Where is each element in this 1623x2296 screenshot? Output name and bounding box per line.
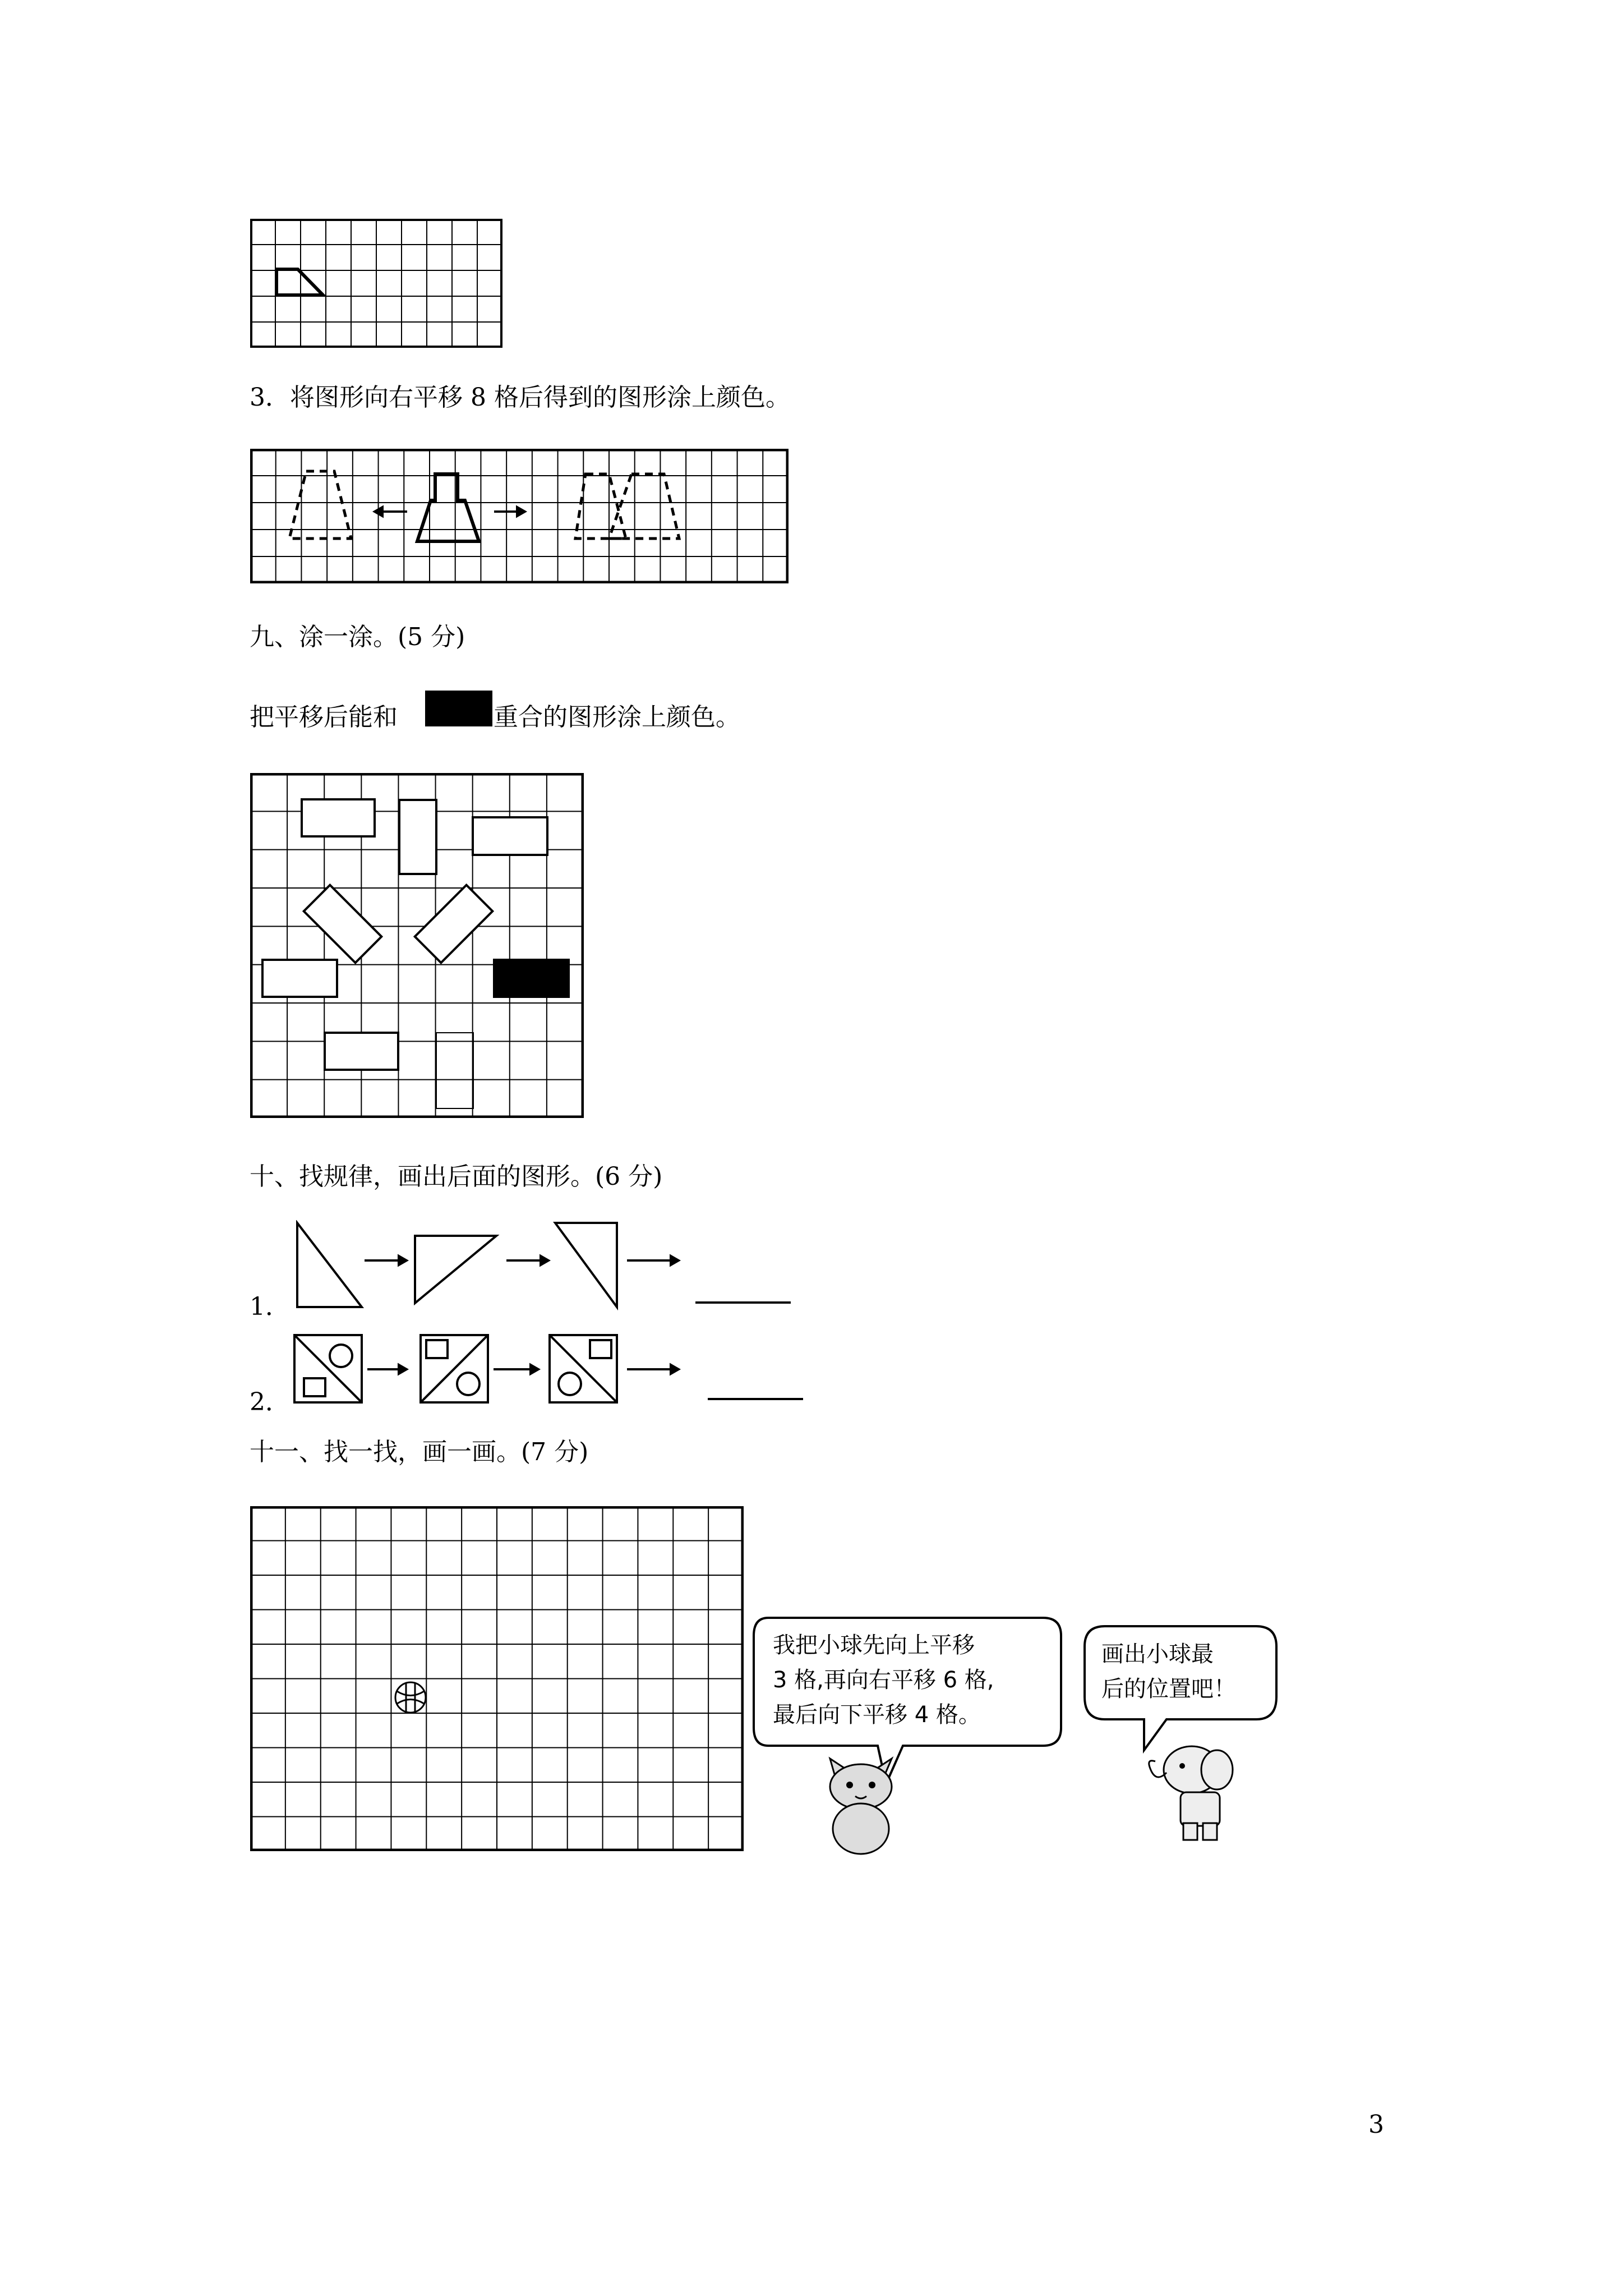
- elephant-speech-text: 画出小球最 后的位置吧！: [1101, 1641, 1236, 1702]
- arrow-right-icon: [627, 1365, 679, 1374]
- basketball-icon: [395, 1682, 426, 1713]
- arrow-right-icon: [365, 1256, 407, 1265]
- arrow-right-icon: [494, 507, 525, 516]
- grid-shapes-to-color: [250, 773, 584, 1118]
- black-rectangle-icon: [425, 691, 492, 726]
- elephant-character-icon: [1133, 1739, 1245, 1851]
- pattern-square-1: [294, 1335, 362, 1402]
- pattern-square-3: [550, 1335, 617, 1402]
- rect-shape-6: [325, 1033, 398, 1070]
- section-10-heading: 十、找规律，画出后面的图形。(6 分): [250, 1162, 663, 1191]
- item-2-label: 2．: [250, 1388, 290, 1416]
- pattern-square-2: [421, 1335, 488, 1402]
- grid-translation-trapezoids: [250, 449, 789, 583]
- section-9-instruction-after: 重合的图形涂上颜色。: [494, 703, 740, 731]
- page-number: 3: [1368, 2110, 1384, 2139]
- small-trapezoid-shape: [276, 269, 323, 295]
- triangle-sequence-row-1: [292, 1220, 695, 1315]
- rect-shape-5: [262, 960, 337, 997]
- triangle-1: [297, 1223, 362, 1307]
- square-sequence-row-2: [292, 1332, 695, 1416]
- item-1-label: 1．: [250, 1292, 290, 1321]
- rect-shape-2: [399, 800, 436, 874]
- item-3-text: 3．将图形向右平移 8 格后得到的图形涂上颜色。: [250, 383, 790, 412]
- rect-shape-1: [302, 799, 375, 836]
- rect-shape-tilted-right: [415, 885, 493, 963]
- arrow-right-icon: [627, 1256, 679, 1265]
- grid-ball-translation[interactable]: [250, 1506, 744, 1851]
- triangle-3: [555, 1223, 617, 1307]
- solid-trapezoid-center: [417, 474, 479, 541]
- arrow-left-icon: [375, 507, 407, 516]
- section-9-instruction-before: 把平移后能和: [250, 703, 398, 731]
- section-9-heading: 九、涂一涂。(5 分): [250, 623, 465, 651]
- cat-character-icon: [813, 1756, 909, 1857]
- arrow-right-icon: [506, 1256, 548, 1265]
- rect-shape-target-black: [494, 960, 569, 997]
- answer-blank-2[interactable]: [708, 1397, 803, 1400]
- triangle-2: [415, 1236, 496, 1303]
- rect-shape-tilted-left: [304, 885, 382, 963]
- answer-blank-1[interactable]: [695, 1300, 791, 1304]
- rect-shape-3: [473, 817, 547, 855]
- dashed-trapezoid-left: [289, 471, 351, 539]
- arrow-right-icon: [367, 1365, 407, 1374]
- arrow-right-icon: [494, 1365, 538, 1374]
- rect-shape-7: [436, 1033, 473, 1108]
- grid-top-trapezoid: [250, 219, 502, 348]
- section-11-heading: 十一、找一找，画一画。(7 分): [250, 1438, 589, 1466]
- dashed-trapezoid-right-2: [609, 474, 679, 539]
- cat-speech-text: 我把小球先向上平移 3 格,再向右平移 6 格, 最后向下平移 4 格。: [773, 1632, 994, 1728]
